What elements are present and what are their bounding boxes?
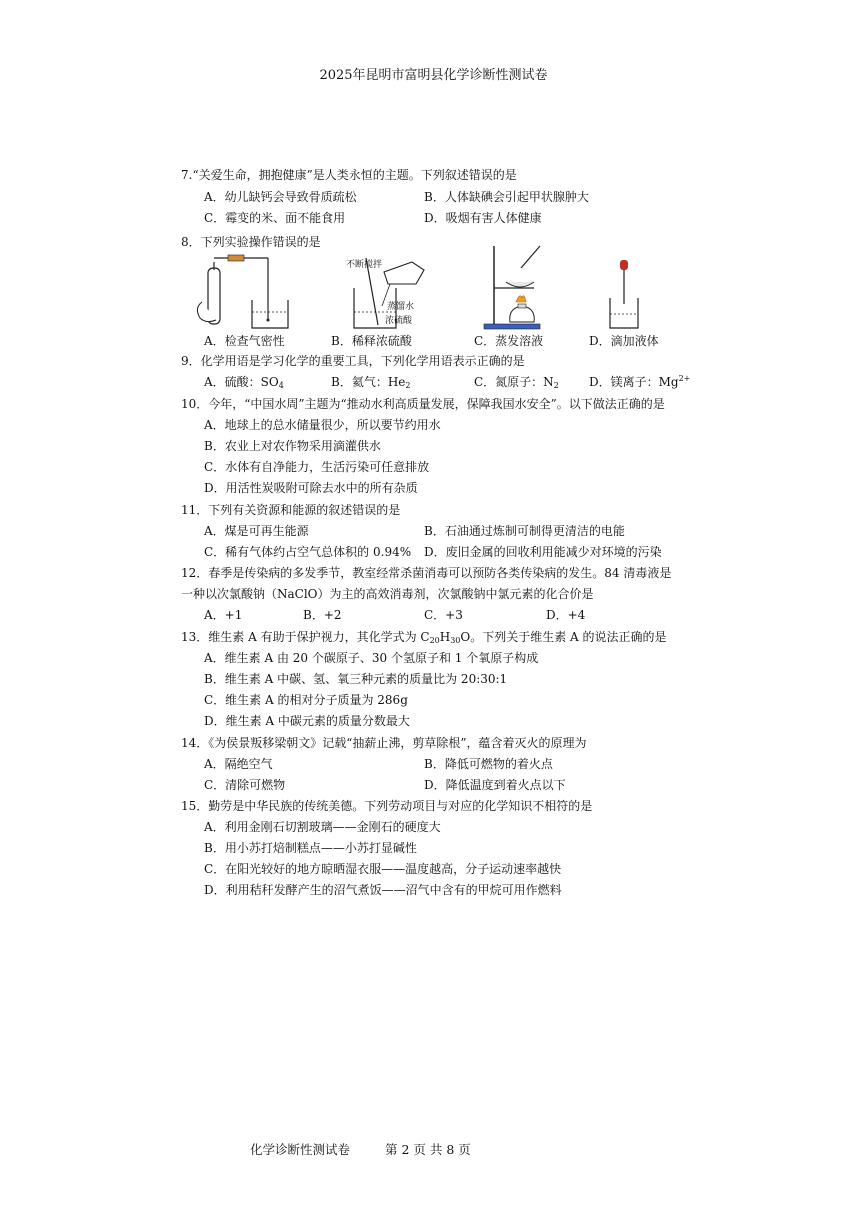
question-13-option-b: B．维生素 A 中碳、氢、氧三种元素的质量比为 20:30:1 xyxy=(204,672,508,686)
question-10-option-c: C．水体有自净能力，生活污染可任意排放 xyxy=(204,460,430,474)
question-7-stem: 7.“关爱生命，拥抱健康”是人类永恒的主题。下列叙述错误的是 xyxy=(181,168,517,182)
question-7-option-b: B．人体缺碘会引起甲状腺肿大 xyxy=(424,190,589,204)
question-12-option-d: D．+4 xyxy=(546,608,586,622)
question-15-option-d: D．利用秸秆发酵产生的沼气煮饭——沼气中含有的甲烷可用作燃料 xyxy=(204,883,562,897)
question-13-option-d: D．维生素 A 中碳元素的质量分数最大 xyxy=(204,714,410,728)
question-10-option-d: D．用活性炭吸附可除去水中的所有杂质 xyxy=(204,481,418,495)
footer-page-number: 第 2 页 共 8 页 xyxy=(385,1142,471,1157)
question-14-option-b: B．降低可燃物的着火点 xyxy=(424,757,553,771)
question-7-option-d: D．吸烟有害人体健康 xyxy=(424,211,542,225)
question-11-stem: 11．下列有关资源和能源的叙述错误的是 xyxy=(181,503,401,517)
question-9-option-c: C．氮原子：$N_2$ xyxy=(474,375,559,390)
figure-add-liquid xyxy=(600,256,650,332)
question-10-option-b: B．农业上对农作物采用滴灌供水 xyxy=(204,439,381,453)
question-9-option-b: B．氦气：$He_2$ xyxy=(331,375,411,390)
question-8-option-a: A．检查气密性 xyxy=(204,334,285,348)
figure-label-acid: 浓硫酸 xyxy=(385,316,413,326)
question-10-option-a: A．地球上的总水储量很少，所以要节约用水 xyxy=(204,418,441,432)
question-9-option-d: D．镁离子：$Mg^{2+}$ xyxy=(589,374,691,389)
question-12-stem: 12．春季是传染病的多发季节，教室经常杀菌消毒可以预防各类传染病的发生。84 清毒液是 xyxy=(181,566,672,580)
question-12-stem-line2: 一种以次氯酸钠（NaClO）为主的高效消毒剂，次氯酸钠中氯元素的化合价是 xyxy=(181,587,594,601)
question-9-stem: 9．化学用语是学习化学的重要工具，下列化学用语表示正确的是 xyxy=(181,354,525,368)
question-14-option-c: C．清除可燃物 xyxy=(204,778,286,792)
question-13-stem: 13．维生素 A 有助于保护视力，其化学式为 $C_{20}H_{30}O$。下列关于维生素 A 的说法正确的是 xyxy=(181,630,667,645)
question-7-option-a: A．幼儿缺钙会导致骨质疏松 xyxy=(204,190,357,204)
question-8-stem: 8．下列实验操作错误的是 xyxy=(181,235,321,249)
figure-evaporate-solution xyxy=(476,242,556,332)
question-15-option-b: B．用小苏打焙制糕点——小苏打显碱性 xyxy=(204,841,417,855)
question-9-option-a: A．硫酸：$SO_4$ xyxy=(204,375,284,390)
question-13-option-a: A．维生素 A 由 20 个碳原子、30 个氢原子和 1 个氧原子构成 xyxy=(204,651,539,665)
question-11-option-b: B．石油通过炼制可制得更清洁的电能 xyxy=(424,524,625,538)
figure-airtightness-check xyxy=(190,250,300,332)
question-8-option-d: D．滴加液体 xyxy=(589,334,659,348)
figure-label-water: 蒸馏水 xyxy=(387,302,415,312)
question-11-option-c: C．稀有气体约占空气总体积的 0.94% xyxy=(204,545,412,559)
question-12-option-c: C．+3 xyxy=(424,608,463,622)
question-10-stem: 10．今年，“中国水周”主题为“推动水利高质量发展，保障我国水安全”。以下做法正确的是 xyxy=(181,397,665,411)
question-14-option-d: D．降低温度到着火点以下 xyxy=(424,778,566,792)
question-12-option-b: B．+2 xyxy=(303,608,342,622)
question-12-option-a: A．+1 xyxy=(204,608,243,622)
question-8-option-c: C．蒸发溶液 xyxy=(474,334,544,348)
question-11-option-a: A．煤是可再生能源 xyxy=(204,524,309,538)
question-13-option-c: C．维生素 A 的相对分子质量为 286g xyxy=(204,693,408,707)
question-15-option-c: C．在阳光较好的地方晾晒湿衣服——温度越高，分子运动速率越快 xyxy=(204,862,562,876)
question-14-option-a: A．隔绝空气 xyxy=(204,757,273,771)
question-8-option-b: B．稀释浓硫酸 xyxy=(331,334,412,348)
question-15-stem: 15．勤劳是中华民族的传统美德。下列劳动项目与对应的化学知识不相符的是 xyxy=(181,799,593,813)
footer-exam-name: 化学诊断性测试卷 xyxy=(250,1142,351,1157)
question-7-option-c: C．霉变的米、面不能食用 xyxy=(204,211,346,225)
question-11-option-d: D．废旧金属的回收利用能减少对环境的污染 xyxy=(424,545,662,559)
page-title: 2025年昆明市富明县化学诊断性测试卷 xyxy=(319,68,548,83)
question-15-option-a: A．利用金刚石切割玻璃——金刚石的硬度大 xyxy=(204,820,441,834)
figure-label-stir: 不断搅拌 xyxy=(346,260,383,270)
question-14-stem: 14．《为侯景叛移梁朝文》记载“抽薪止沸，剪草除根”，蕴含着灭火的原理为 xyxy=(181,736,587,750)
